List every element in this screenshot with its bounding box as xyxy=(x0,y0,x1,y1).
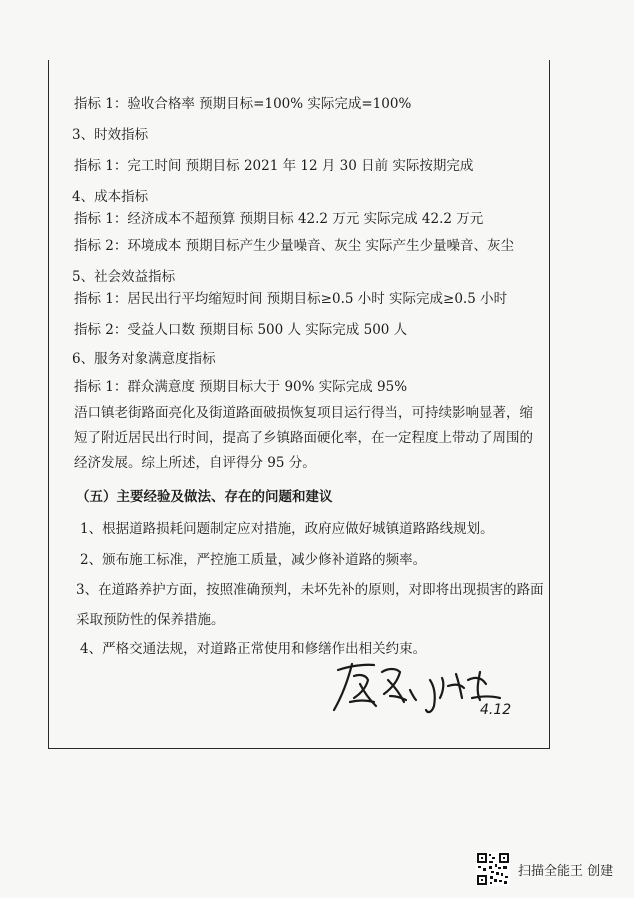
indicator-completion-time: 指标 1：完工时间 预期目标 2021 年 12 月 30 日前 实际按期完成 xyxy=(74,158,474,174)
indicator-public-satisfaction: 指标 1：群众满意度 预期目标大于 90% 实际完成 95% xyxy=(74,379,408,395)
qr-code-icon xyxy=(476,852,510,886)
indicator-environmental-cost: 指标 2：环境成本 预期目标产生少量噪音、灰尘 实际产生少量噪音、灰尘 xyxy=(74,238,514,254)
indicator-beneficiaries: 指标 2：受益人口数 预期目标 500 人 实际完成 500 人 xyxy=(74,322,408,338)
handwritten-signature xyxy=(330,650,520,720)
signature-date: 4.12 xyxy=(480,702,512,718)
heading-social-benefit: 5、社会效益指标 xyxy=(72,269,176,285)
suggestion-4: 4、严格交通法规，对道路正常使用和修缮作出相关约束。 xyxy=(80,641,427,657)
indicator-travel-time: 指标 1：居民出行平均缩短时间 预期目标≥0.5 小时 实际完成≥0.5 小时 xyxy=(74,291,508,307)
indicator-economic-cost: 指标 1：经济成本不超预算 预期目标 42.2 万元 实际完成 42.2 万元 xyxy=(74,211,484,227)
section5-heading: （五）主要经验及做法、存在的问题和建议 xyxy=(76,489,333,505)
suggestion-3: 3、在道路养护方面，按照准确预判，未坏先补的原则，对即将出现损害的路面采取预防性的保养措施。 xyxy=(76,582,544,628)
indicator-acceptance-rate: 指标 1：验收合格率 预期目标=100% 实际完成=100% xyxy=(74,96,412,112)
scanner-watermark xyxy=(476,852,613,886)
suggestion-2: 2、颁布施工标准，严控施工质量，减少修补道路的频率。 xyxy=(80,552,427,568)
scanner-label: 扫描全能王 创建 xyxy=(518,863,614,879)
heading-timeliness: 3、时效指标 xyxy=(72,127,149,143)
heading-satisfaction: 6、服务对象满意度指标 xyxy=(72,351,216,367)
heading-cost: 4、成本指标 xyxy=(72,189,149,205)
suggestion-1: 1、根据道路损耗问题制定应对措施，政府应做好城镇道路路线规划。 xyxy=(80,521,494,537)
summary-paragraph: 浯口镇老街路面亮化及街道路面破损恢复项目运行得当，可持续影响显著，缩短了附近居民出行时间，提高了乡镇路面硬化率，在一定程度上带动了周围的经济发展。综上所述，自评得分 95 分。 xyxy=(74,405,533,471)
